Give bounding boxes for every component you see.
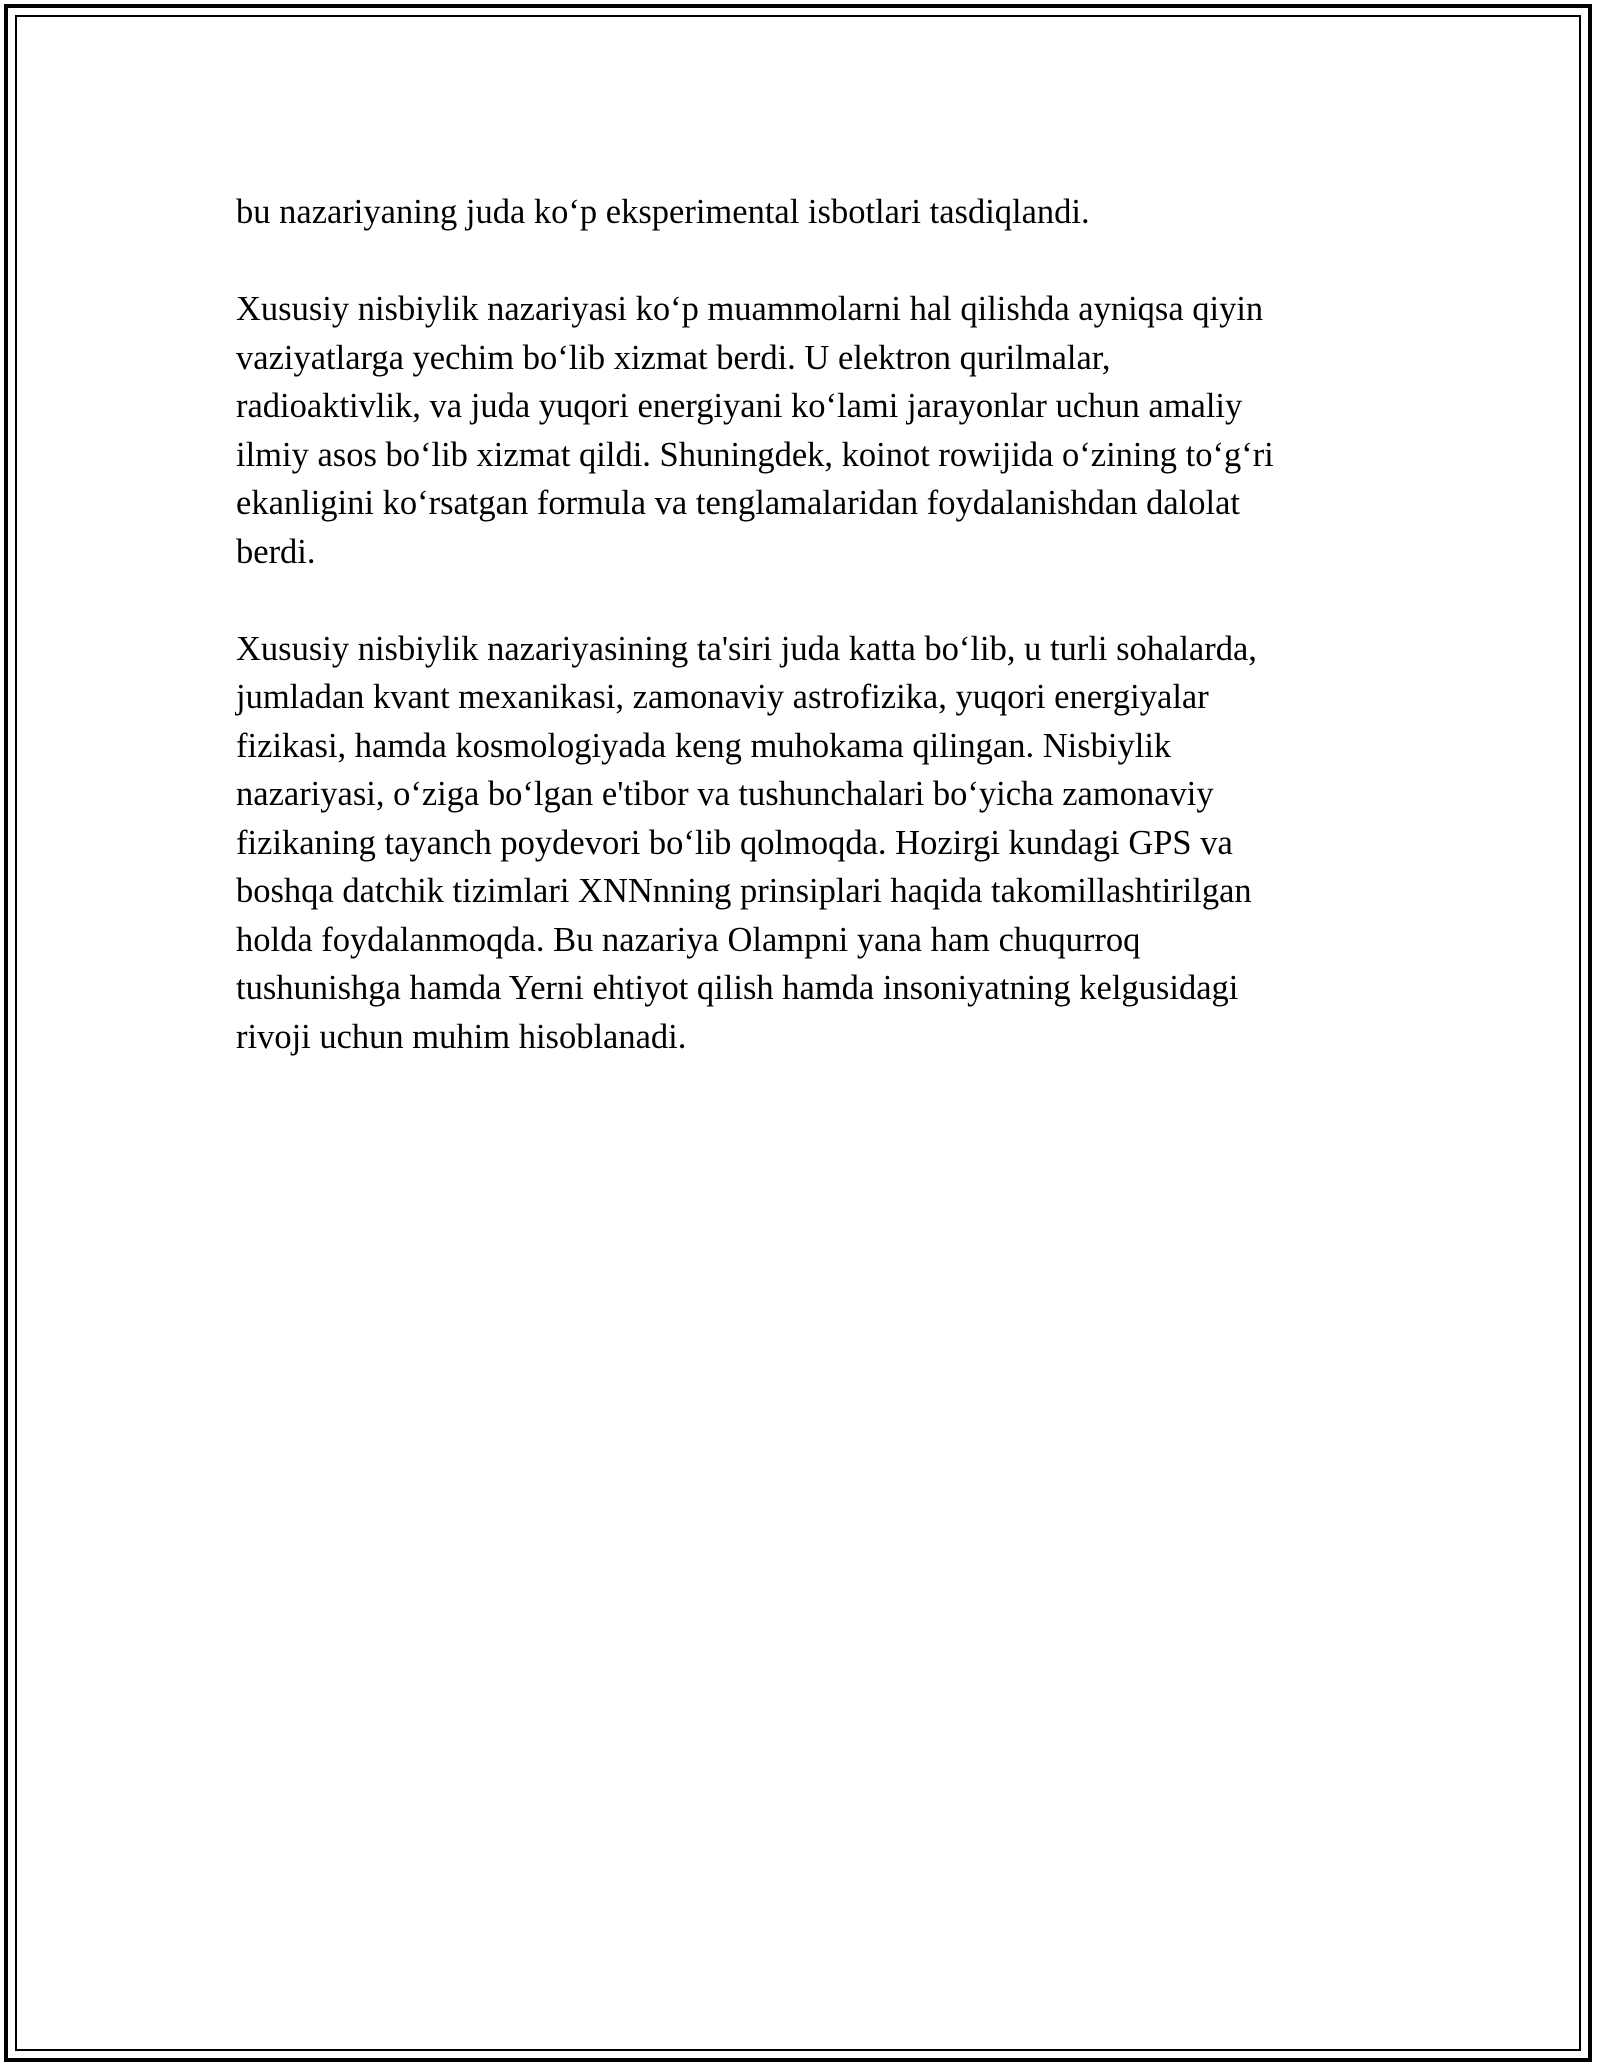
paragraph-3: Xususiy nisbiylik nazariyasining ta'siri juda katta boʻlib, u turli sohalarda, jumladan kvant mexanikasi, zamonaviy astrofizika, yuqori energiyalar fizikasi, hamda kosmologiyada keng muhokama qilingan. Nisbiylik nazariyasi, oʻziga boʻlgan e'tibor va tushunchalari boʻyicha zamonaviy fizikaning tayanch poydevori boʻlib qolmoqda. Hozirgi kundagi GPS va boshqa datchik tizimlari XNNnning prinsiplari haqida takomillashtirilgan holda foydalanmoqda. Bu nazariya Olampni yana ham chuqurroq tushunishga hamda Yerni ehtiyot qilish hamda insoniyatning kelgusidagi rivoji uchun muhim hisoblanadi. bbox=[236, 629, 1257, 1056]
paragraph-1: bu nazariyaning juda koʻp eksperimental isbotlari tasdiqlandi. bbox=[236, 193, 1090, 231]
document-body bbox=[236, 188, 1366, 1110]
paragraph-2: Xususiy nisbiylik nazariyasi koʻp muammolarni hal qilishda ayniqsa qiyin vaziyatlarga yechim boʻlib xizmat berdi. U elektron qurilmalar, radioaktivlik, va juda yuqori energiyani koʻlami jarayonlar uchun amaliy ilmiy asos boʻlib xizmat qildi. Shuningdek, koinot rowijida oʻzining toʻgʻri ekanligini koʻrsatgan formula va tenglamalaridan foydalanishdan dalolat berdi. bbox=[236, 290, 1274, 571]
